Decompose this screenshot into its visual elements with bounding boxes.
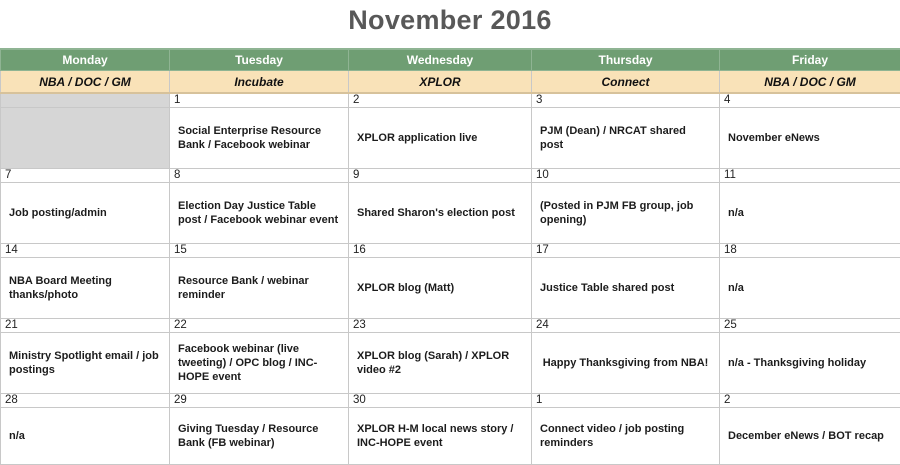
content-cell: XPLOR blog (Sarah) / XPLOR video #2 — [349, 333, 532, 394]
content-row — [1, 108, 900, 169]
day-header-monday: Monday — [1, 49, 170, 71]
content-cell: Connect video / job posting reminders — [532, 408, 720, 465]
content-cell: Social Enterprise Resource Bank / Facebook webinar — [170, 108, 349, 169]
content-cell — [1, 108, 170, 169]
content-cell: XPLOR H-M local news story / INC-HOPE event — [349, 408, 532, 465]
theme-row — [1, 71, 900, 94]
content-cell: Justice Table shared post — [532, 258, 720, 319]
date-cell: 3 — [532, 93, 720, 108]
content-cell: XPLOR application live — [349, 108, 532, 169]
content-cell: Facebook webinar (live tweeting) / OPC blog / INC-HOPE event — [170, 333, 349, 394]
content-cell: Job posting/admin — [1, 183, 170, 244]
content-cell: November eNews — [720, 108, 900, 169]
content-cell: n/a — [720, 183, 900, 244]
day-header-wednesday: Wednesday — [349, 49, 532, 71]
content-cell: Giving Tuesday / Resource Bank (FB webinar) — [170, 408, 349, 465]
theme-wednesday: XPLOR — [349, 71, 532, 94]
content-cell: Shared Sharon's election post — [349, 183, 532, 244]
date-cell: 7 — [1, 169, 170, 183]
content-cell: (Posted in PJM FB group, job opening) — [532, 183, 720, 244]
date-cell: 14 — [1, 244, 170, 258]
date-row — [1, 319, 900, 333]
date-cell: 4 — [720, 93, 900, 108]
theme-monday: NBA / DOC / GM — [1, 71, 170, 94]
calendar-table — [0, 48, 900, 465]
date-cell: 16 — [349, 244, 532, 258]
date-cell — [1, 93, 170, 108]
content-cell: Resource Bank / webinar reminder — [170, 258, 349, 319]
date-cell: 11 — [720, 169, 900, 183]
content-cell: XPLOR blog (Matt) — [349, 258, 532, 319]
date-cell: 22 — [170, 319, 349, 333]
date-cell: 21 — [1, 319, 170, 333]
content-row — [1, 408, 900, 465]
content-cell: n/a - Thanksgiving holiday — [720, 333, 900, 394]
date-cell: 18 — [720, 244, 900, 258]
content-cell: Happy Thanksgiving from NBA! — [532, 333, 720, 394]
date-cell: 28 — [1, 394, 170, 408]
date-cell: 9 — [349, 169, 532, 183]
date-row — [1, 169, 900, 183]
date-row — [1, 394, 900, 408]
theme-tuesday: Incubate — [170, 71, 349, 94]
content-cell: December eNews / BOT recap — [720, 408, 900, 465]
content-cell: Election Day Justice Table post / Facebook webinar event — [170, 183, 349, 244]
date-cell: 25 — [720, 319, 900, 333]
date-cell: 2 — [349, 93, 532, 108]
date-cell: 30 — [349, 394, 532, 408]
content-row — [1, 258, 900, 319]
day-header-tuesday: Tuesday — [170, 49, 349, 71]
content-row — [1, 333, 900, 394]
theme-friday: NBA / DOC / GM — [720, 71, 900, 94]
day-header-friday: Friday — [720, 49, 900, 71]
date-cell: 8 — [170, 169, 349, 183]
content-cell: n/a — [1, 408, 170, 465]
content-cell: PJM (Dean) / NRCAT shared post — [532, 108, 720, 169]
date-row — [1, 244, 900, 258]
page-title: November 2016 — [348, 5, 552, 35]
date-cell: 24 — [532, 319, 720, 333]
date-cell: 1 — [170, 93, 349, 108]
date-cell: 2 — [720, 394, 900, 408]
date-cell: 29 — [170, 394, 349, 408]
theme-thursday: Connect — [532, 71, 720, 94]
date-cell: 23 — [349, 319, 532, 333]
content-cell: NBA Board Meeting thanks/photo — [1, 258, 170, 319]
date-row — [1, 93, 900, 108]
date-cell: 17 — [532, 244, 720, 258]
date-cell: 10 — [532, 169, 720, 183]
day-header-row — [1, 49, 900, 71]
content-cell: n/a — [720, 258, 900, 319]
content-cell: Ministry Spotlight email / job postings — [1, 333, 170, 394]
date-cell: 1 — [532, 394, 720, 408]
date-cell: 15 — [170, 244, 349, 258]
content-row — [1, 183, 900, 244]
day-header-thursday: Thursday — [532, 49, 720, 71]
